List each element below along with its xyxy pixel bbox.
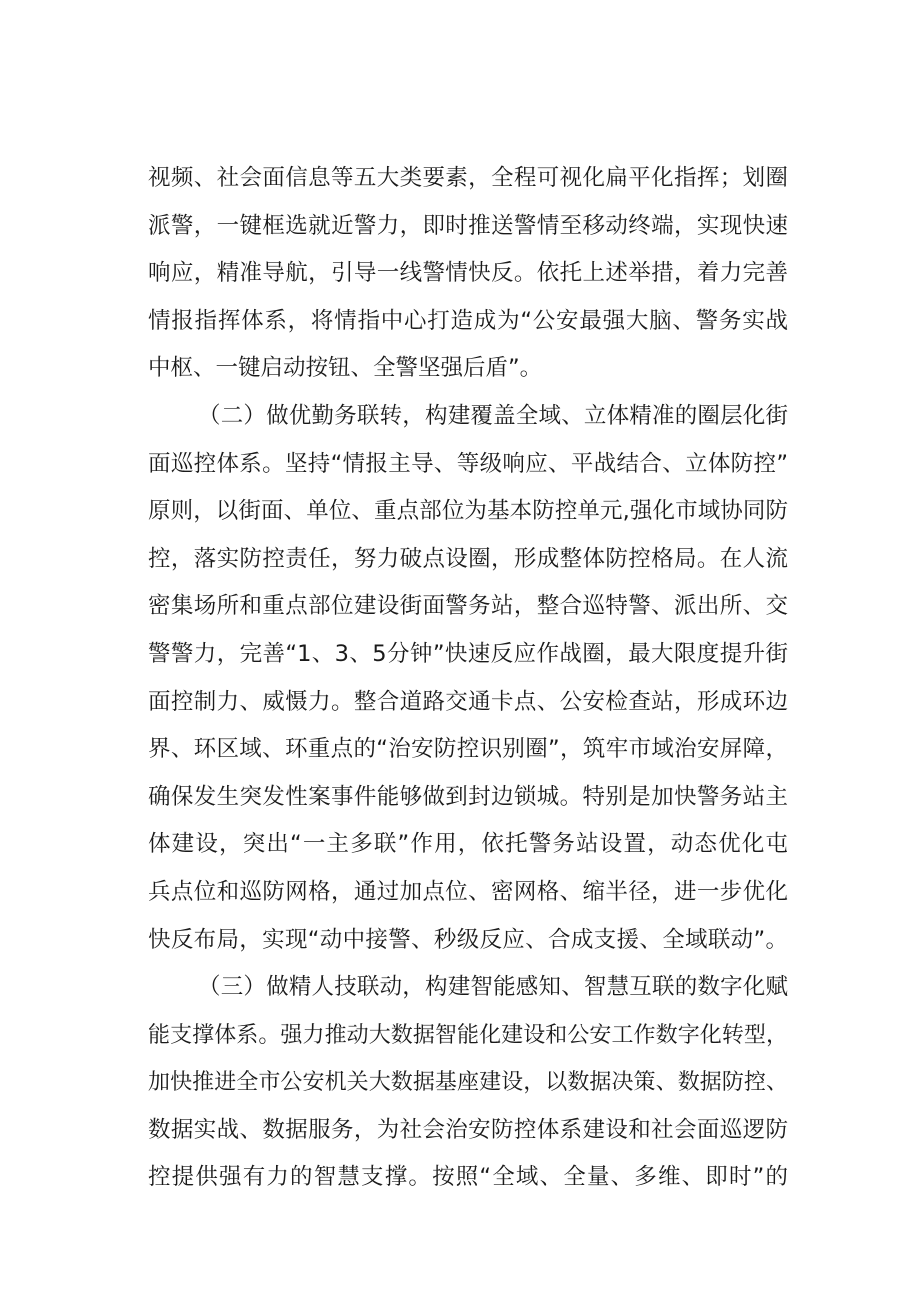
text-line: 界、环区域、环重点的“治安防控识别圈”，筑牢市域治安屏障， xyxy=(148,736,788,763)
text-line: （三）做精人技联动，构建智能感知、智慧互联的数字化赋 xyxy=(198,974,788,1001)
text-line: 快反布局，实现“动中接警、秒级反应、合成支援、全域联动”。 xyxy=(148,926,788,953)
text-line: 能支撑体系。强力推动大数据智能化建设和公安工作数字化转型， xyxy=(148,1022,788,1048)
text-line: 加快推进全市公安机关大数据基座建设，以数据决策、数据防控、 xyxy=(148,1070,788,1096)
text-line: 数据实战、数据服务，为社会治安防控体系建设和社会面巡逻防 xyxy=(148,1116,788,1143)
text-line: 派警，一键框选就近警力，即时推送警情至移动终端，实现快速 xyxy=(148,212,788,239)
text-line: （二）做优勤务联转，构建覆盖全域、立体精准的圈层化街 xyxy=(198,402,788,429)
text-line: 体建设，突出“一主多联”作用，依托警务站设置，动态优化屯 xyxy=(148,831,788,858)
text-line: 控，落实防控责任，努力破点设圈，形成整体防控格局。在人流 xyxy=(148,545,788,572)
text-line: 原则，以街面、单位、重点部位为基本防控单元,强化市域协同防 xyxy=(148,498,788,525)
text-line: 中枢、一键启动按钮、全警坚强后盾”。 xyxy=(148,355,543,382)
body-text xyxy=(148,155,788,1202)
text-line: 面巡控体系。坚持“情报主导、等级响应、平战结合、立体防控” xyxy=(148,450,788,477)
text-line: 警警力，完善“1、3、5分钟”快速反应作战圈，最大限度提升街 xyxy=(148,640,788,667)
text-line: 面控制力、威慑力。整合道路交通卡点、公安检查站，形成环边 xyxy=(148,688,788,715)
text-line: 控提供强有力的智慧支撑。按照“全域、全量、多维、即时”的 xyxy=(148,1164,788,1191)
text-line: 确保发生突发性案事件能够做到封边锁城。特别是加快警务站主 xyxy=(148,783,788,810)
text-line: 密集场所和重点部位建设街面警务站，整合巡特警、派出所、交 xyxy=(148,593,788,620)
text-line: 视频、社会面信息等五大类要素，全程可视化扁平化指挥；划圈 xyxy=(148,165,788,191)
text-line: 情报指挥体系，将情指中心打造成为“公安最强大脑、警务实战 xyxy=(148,307,788,334)
text-line: 响应，精准导航，引导一线警情快反。依托上述举措，着力完善 xyxy=(148,260,788,287)
text-line: 兵点位和巡防网格，通过加点位、密网格、缩半径，进一步优化 xyxy=(148,878,788,905)
